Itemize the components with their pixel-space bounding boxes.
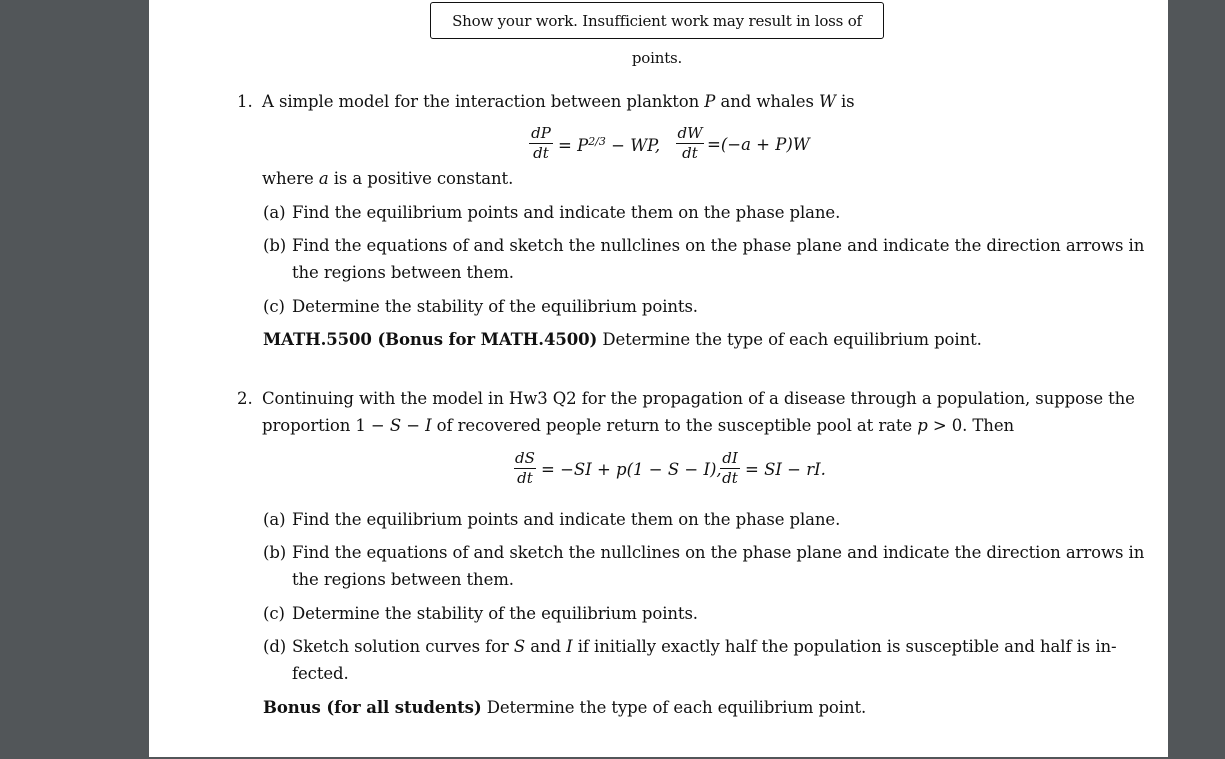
q2-line-1: Continuing with the model in Hw3 Q2 for the propagation of a disease through a population, suppose the: [262, 389, 1135, 408]
q1-eq2-fraction: [676, 125, 704, 162]
q1-where: [262, 169, 513, 188]
q1-intro: [262, 92, 855, 111]
q2-part-a-label: (a): [263, 510, 286, 529]
q2-line2-text-b: of recovered people return to the susceptible pool at rate: [436, 416, 913, 435]
q1-part-a-text: Find the equilibrium points and indicate them on the phase plane.: [292, 203, 841, 222]
q2-var-s: S: [389, 416, 402, 435]
q1-eq1-rhs-b: − WP,: [611, 136, 661, 155]
q1-bonus-label: MATH.5500 (Bonus for MATH.4500): [263, 330, 598, 349]
q1-eq1-rhs-a: = P: [558, 136, 589, 155]
q1-where-text-a: where: [262, 169, 314, 188]
q1-number: 1.: [237, 92, 253, 111]
q2-part-d-text-b: if initially exactly half the population is susceptible and half is in-: [577, 637, 1117, 656]
q1-eq2-numerator: dW: [677, 124, 703, 142]
notice-box: Show your work. Insufficient work may result in loss of points.: [430, 2, 884, 39]
q1-eq1-fraction: [529, 125, 553, 162]
q1-part-b-text: Find the equations of and sketch the nullclines on the phase plane and indicate the direction arrows in: [292, 236, 1145, 255]
q2-eq1-fraction: [514, 450, 536, 487]
q1-var-w: W: [818, 92, 836, 111]
q2-var-i: I: [425, 416, 432, 435]
q2-part-d-text-a: Sketch solution curves for: [292, 637, 509, 656]
q2-part-a-text: Find the equilibrium points and indicate them on the phase plane.: [292, 510, 841, 529]
q2-eq2-denominator: dt: [722, 469, 738, 487]
q2-var-p: p: [917, 416, 928, 435]
q2-bonus-text: Determine the type of each equilibrium point.: [486, 698, 867, 717]
q2-part-d-and: and: [530, 637, 561, 656]
q2-eq2-numerator: dI: [722, 449, 738, 467]
q2-eq1-denominator: dt: [517, 469, 533, 487]
q1-bonus: [263, 330, 982, 349]
q2-part-d-text-2: fected.: [292, 664, 349, 683]
q2-part-b-text: Find the equations of and sketch the nullclines on the phase plane and indicate the direction arrows in: [292, 543, 1145, 562]
q1-eq2-rhs: =(−a + P)W: [707, 135, 810, 154]
q2-part-d-var-i: I: [566, 637, 573, 656]
q1-eq1-exponent: 2/3: [588, 135, 606, 148]
q1-intro-text-c: is: [841, 92, 855, 111]
q1-part-a-label: (a): [263, 203, 286, 222]
q2-bonus: [263, 698, 866, 717]
q1-where-var: a: [318, 169, 329, 188]
q2-part-c-label: (c): [263, 604, 285, 623]
q1-intro-text-b: and whales: [720, 92, 814, 111]
q2-part-b-text-2: the regions between them.: [292, 570, 514, 589]
q1-part-b-label: (b): [263, 236, 287, 255]
q1-eq1-denominator: dt: [533, 144, 549, 162]
q1-eq1-rhs: [558, 135, 660, 155]
q2-eq1-rhs: = −SI + p(1 − S − I),: [541, 460, 722, 479]
q1-eq1-numerator: dP: [531, 124, 551, 142]
q1-part-c-text: Determine the stability of the equilibrium points.: [292, 297, 698, 316]
q1-where-text-b: is a positive constant.: [333, 169, 514, 188]
q2-eq2-fraction: [720, 450, 740, 487]
q2-number: 2.: [237, 389, 253, 408]
q2-part-d-var-s: S: [513, 637, 526, 656]
q2-eq1-numerator: dS: [515, 449, 535, 467]
q2-part-c-text: Determine the stability of the equilibrium points.: [292, 604, 698, 623]
q2-line2-text-c: > 0. Then: [932, 416, 1015, 435]
q2-eq2-rhs: = SI − rI.: [745, 460, 826, 479]
q2-line2-text-a: proportion 1 −: [262, 416, 385, 435]
q2-bonus-label: Bonus (for all students): [263, 698, 482, 717]
q1-eq2-denominator: dt: [682, 144, 698, 162]
q2-part-b-label: (b): [263, 543, 287, 562]
q1-part-b-text-2: the regions between them.: [292, 263, 514, 282]
q1-intro-text-a: A simple model for the interaction between plankton: [262, 92, 700, 111]
q1-part-c-label: (c): [263, 297, 285, 316]
q1-var-p: P: [704, 92, 716, 111]
q2-part-d-label: (d): [263, 637, 287, 656]
q1-bonus-text: Determine the type of each equilibrium point.: [602, 330, 982, 349]
q2-line2-minus: −: [406, 416, 420, 435]
q2-line-2: [262, 416, 1014, 435]
q2-part-d-text: [292, 637, 1117, 656]
document-page: [149, 0, 1168, 757]
